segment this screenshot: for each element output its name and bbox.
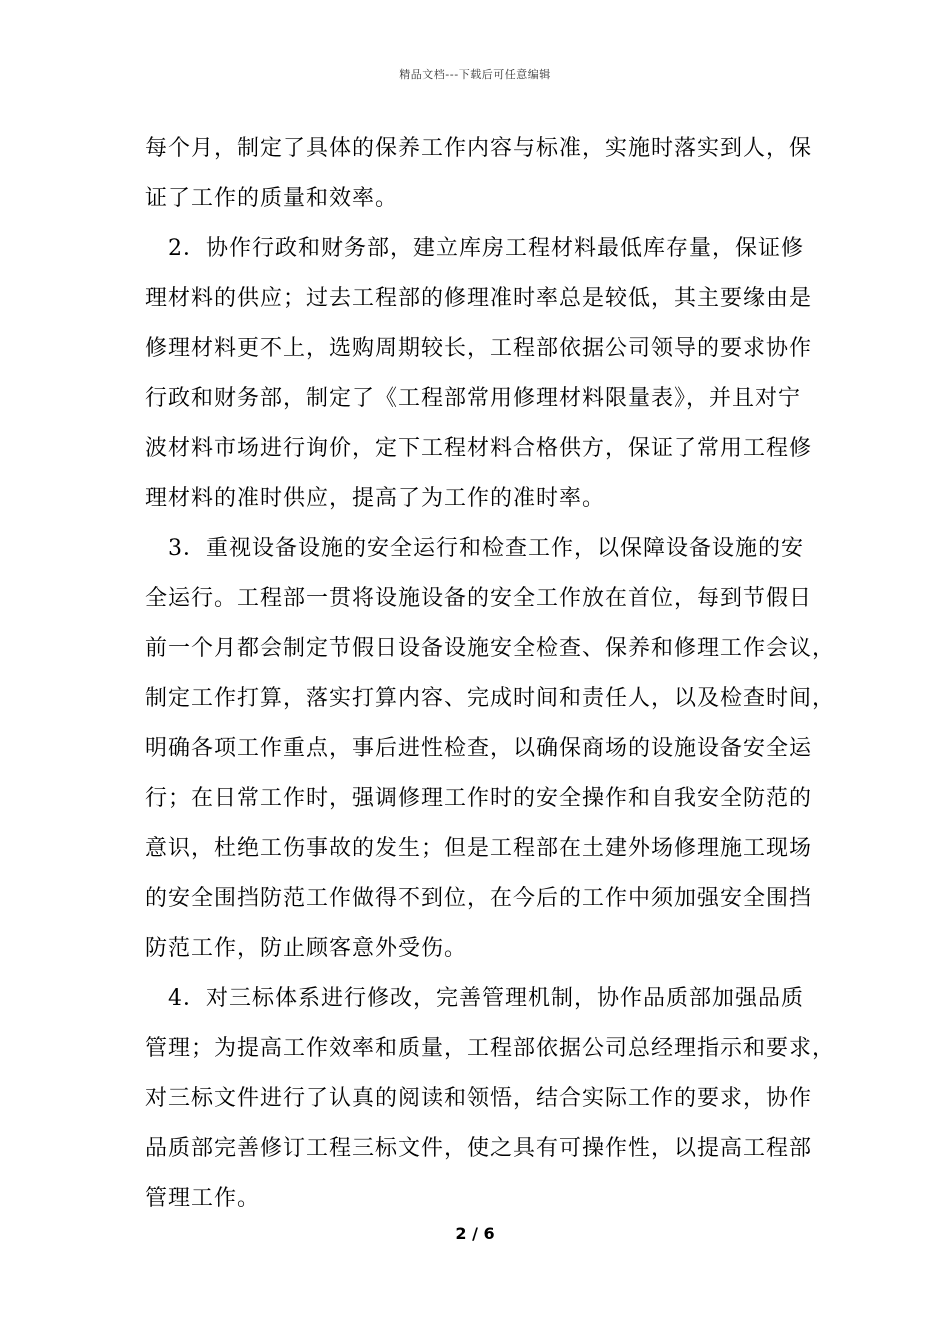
text-line: 理材料的供应；过去工程部的修理准时率总是较低，其主要缘由是	[145, 286, 813, 311]
text-line: 意识，杜绝工伤事故的发生；但是工程部在土建外场修理施工现场	[145, 836, 813, 861]
document-body	[145, 128, 836, 1228]
page-number: 2 / 6	[455, 1224, 495, 1243]
text-line: 证了工作的质量和效率。	[145, 186, 399, 211]
text-line: 品质部完善修订工程三标文件，使之具有可操作性，以提高工程部	[145, 1136, 813, 1161]
text-line: 明确各项工作重点，事后进性检查，以确保商场的设施设备安全运	[145, 736, 813, 761]
paragraph-first-line: 2．协作行政和财务部，建立库房工程材料最低库存量，保证修	[168, 236, 804, 261]
text-line: 行；在日常工作时，强调修理工作时的安全操作和自我安全防范的	[145, 786, 813, 811]
text-line: 波材料市场进行询价，定下工程材料合格供方，保证了常用工程修	[145, 436, 813, 461]
text-line: 对三标文件进行了认真的阅读和领悟，结合实际工作的要求，协作	[145, 1086, 813, 1111]
paragraph-first-line: 3．重视设备设施的安全运行和检查工作，以保障设备设施的安	[168, 536, 804, 561]
page-header: 精品文档---下载后可任意编辑	[399, 68, 551, 81]
paragraph-first-line: 4．对三标体系进行修改，完善管理机制，协作品质部加强品质	[168, 986, 804, 1011]
text-line: 修理材料更不上，选购周期较长，工程部依据公司领导的要求协作	[145, 336, 813, 361]
text-line: 理材料的准时供应，提高了为工作的准时率。	[145, 486, 606, 511]
text-line: 管理工作。	[145, 1186, 261, 1211]
text-line: 全运行。工程部一贯将设施设备的安全工作放在首位，每到节假日	[145, 586, 813, 611]
text-line: 管理；为提高工作效率和质量，工程部依据公司总经理指示和要求，	[145, 1036, 836, 1061]
text-line: 行政和财务部，制定了《工程部常用修理材料限量表》，并且对宁	[145, 386, 802, 411]
text-line: 的安全围挡防范工作做得不到位，在今后的工作中须加强安全围挡	[145, 886, 813, 911]
text-line: 防范工作，防止顾客意外受伤。	[145, 936, 468, 961]
text-line: 前一个月都会制定节假日设备设施安全检查、保养和修理工作会议，	[145, 636, 836, 661]
text-line: 每个月，制定了具体的保养工作内容与标准，实施时落实到人，保	[145, 136, 813, 161]
text-line: 制定工作打算，落实打算内容、完成时间和责任人，以及检查时间，	[145, 686, 836, 711]
